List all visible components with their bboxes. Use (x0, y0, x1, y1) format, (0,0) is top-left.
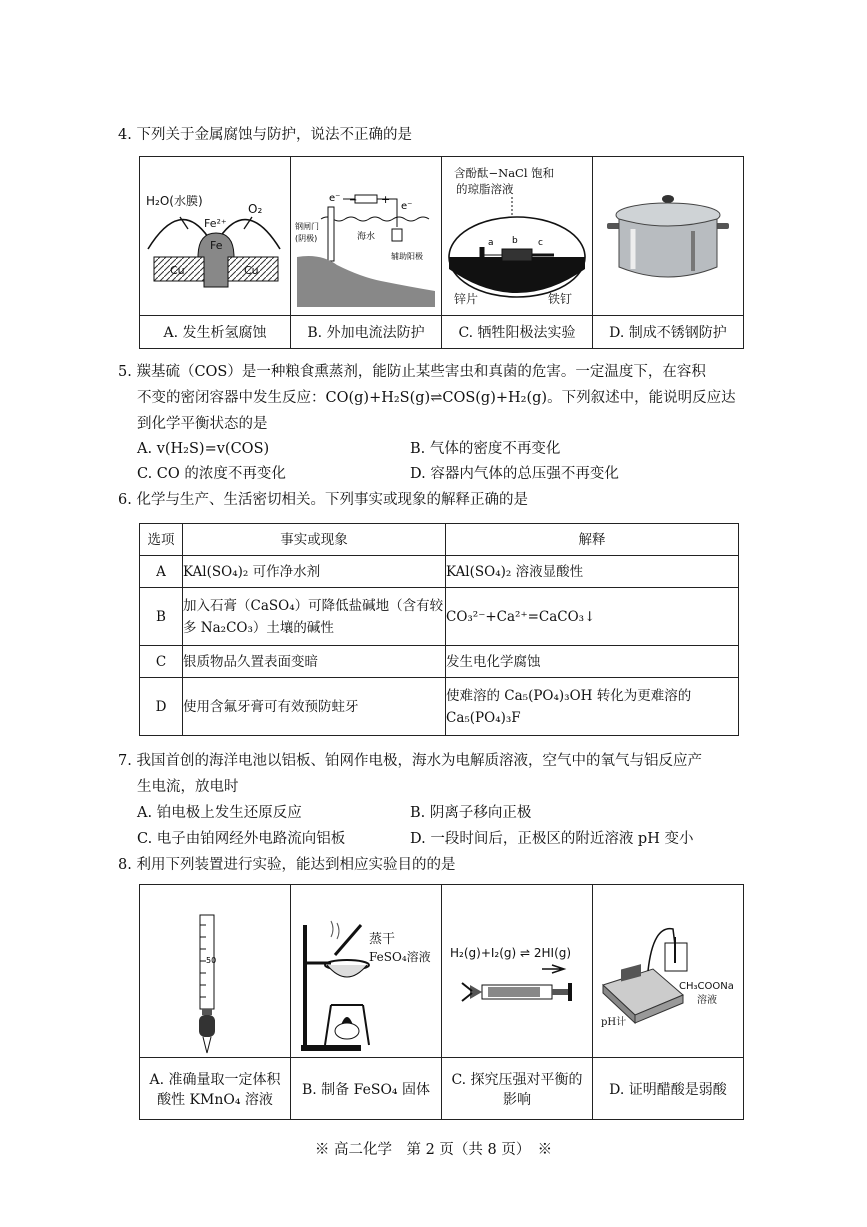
fig-a-h2o: H₂O(水膜) (146, 194, 203, 208)
fig-c-zinc: 锌片 (454, 292, 479, 306)
q5-line2: 不变的密闭容器中发生反应：CO(g)+H₂S(g)⇌COS(g)+H₂(g)。下列叙述中，能说明反应达 (137, 390, 736, 406)
syringe-icon (442, 885, 592, 1057)
q8-stem: 8. 利用下列装置进行实验，能达到相应实验目的的是 (118, 857, 456, 873)
q8-figure-table (139, 884, 744, 1120)
q8-fig-b (291, 885, 442, 1058)
q5-option-b: B. 气体的密度不再变化 (410, 441, 561, 457)
q4-stem: 4. 下列关于金属腐蚀与防护，说法不正确的是 (118, 127, 412, 143)
q8-option-c (442, 1058, 593, 1120)
fig-b-gate1: 钢闸门 (295, 222, 319, 231)
q5-line1: 5. 羰基硫（COS）是一种粮食熏蒸剂，能防止某些害虫和真菌的危害。一定温度下，在容积 (118, 364, 706, 380)
table-row (140, 556, 739, 588)
q6-header-option: 选项 (140, 524, 183, 556)
q7-line1: 7. 我国首创的海洋电池以铝板、铂网作电极，海水为电解质溶液，空气中的氧气与铝反应产 (118, 753, 702, 769)
q6-row-explanation: 发生电化学腐蚀 (446, 646, 739, 678)
q4-fig-c (442, 157, 593, 316)
fig-b-label2: FeSO₄溶液 (369, 950, 431, 964)
q4-option-a: A. 发生析氢腐蚀 (140, 316, 291, 349)
q6-row-option: A (140, 556, 183, 588)
page-footer: ※ 高二化学 第 2 页（共 8 页） ※ (314, 1142, 553, 1158)
ph-meter-icon (593, 885, 743, 1057)
q6-row-option: D (140, 678, 183, 736)
q8-option-c-line2: 影响 (503, 1091, 531, 1108)
stainless-pot-icon (593, 157, 743, 315)
q8-option-d-line1: D. 证明醋酸是弱酸 (609, 1081, 727, 1098)
q6-row-fact: 使用含氟牙膏可有效预防蛀牙 (183, 678, 446, 736)
fig-b-gate2: (阴极) (295, 234, 318, 243)
fig-a-fe: Fe (210, 239, 223, 252)
q5-option-c: C. CO 的浓度不再变化 (137, 466, 286, 482)
q4-option-c: C. 牺牲阳极法实验 (442, 316, 593, 349)
q5-option-a: A. v(H₂S)=v(COS) (137, 441, 270, 457)
fig-a-cu2: Cu (244, 264, 259, 277)
fig-b-minus: − (349, 195, 358, 206)
q7-option-c: C. 电子由铂网经外电路流向铝板 (137, 831, 346, 847)
q8-fig-a (140, 885, 291, 1058)
fig-b-aux: 辅助阳极 (391, 252, 423, 261)
q4-option-d: D. 制成不锈钢防护 (593, 316, 744, 349)
fig-c-c: c (538, 238, 543, 248)
q7-option-a: A. 铂电极上发生还原反应 (137, 805, 302, 821)
evaporation-apparatus-icon (291, 885, 441, 1057)
q4-fig-b (291, 157, 442, 316)
q8-option-a-line2: 酸性 KMnO₄ 溶液 (157, 1091, 273, 1108)
q6-row-explanation: CO₃²⁻+Ca²⁺=CaCO₃↓ (446, 588, 739, 646)
q6-row-option: B (140, 588, 183, 646)
fig-c-b: b (512, 236, 518, 246)
fig-c-eq: H₂(g)+I₂(g) ⇌ 2HI(g) (450, 946, 572, 960)
fig-d-label1: CH₃COONa (679, 981, 734, 992)
q5-option-d: D. 容器内气体的总压强不再变化 (410, 466, 619, 482)
q6-header-fact: 事实或现象 (183, 524, 446, 556)
fig-d-meter: pH计 (601, 1017, 627, 1028)
q4-option-b: B. 外加电流法防护 (291, 316, 442, 349)
q8-option-a (140, 1058, 291, 1120)
fig-c-t1: 含酚酞−NaCl 饱和 (454, 166, 555, 180)
q7-line2: 生电流，放电时 (137, 779, 239, 795)
q6-row-fact: 银质物品久置表面变暗 (183, 646, 446, 678)
fig-a-o2: O₂ (248, 202, 263, 216)
fig-c-a: a (488, 238, 494, 248)
fig-b-plus: + (381, 193, 391, 206)
q5-line3: 到化学平衡状态的是 (137, 416, 268, 432)
q6-row-option: C (140, 646, 183, 678)
q6-row-explanation: 使难溶的 Ca₅(PO₄)₃OH 转化为更难溶的 Ca₅(PO₄)₃F (446, 678, 739, 736)
q6-row-fact: 加入石膏（CaSO₄）可降低盐碱地（含有较多 Na₂CO₃）土壤的碱性 (183, 588, 446, 646)
table-row (140, 588, 739, 646)
fig-b-e2: e⁻ (401, 201, 413, 212)
q8-option-c-line1: C. 探究压强对平衡的 (451, 1071, 583, 1088)
q8-option-b-line1: B. 制备 FeSO₄ 固体 (301, 1081, 430, 1098)
q8-fig-c (442, 885, 593, 1058)
q6-row-explanation: KAl(SO₄)₂ 溶液显酸性 (446, 556, 739, 588)
q7-option-d: D. 一段时间后，正极区的附近溶液 pH 变小 (410, 831, 694, 847)
fig-c-nail: 铁钉 (548, 292, 573, 306)
q4-fig-d (593, 157, 744, 316)
fig-d-label2: 溶液 (697, 995, 717, 1006)
fig-a-cu1: Cu (170, 264, 185, 277)
q8-option-d (593, 1058, 744, 1120)
q7-option-b: B. 阴离子移向正极 (410, 805, 532, 821)
fig-b-sea: 海水 (357, 232, 376, 242)
fig-b-label1: 蒸干 (369, 932, 396, 947)
table-row (140, 678, 739, 736)
fig-a-mark: 50 (206, 956, 217, 965)
q6-header-explanation: 解释 (446, 524, 739, 556)
fig-c-t2: 的琼脂溶液 (456, 182, 514, 196)
q6-stem: 6. 化学与生产、生活密切相关。下列事实或现象的解释正确的是 (118, 492, 528, 508)
q8-fig-d (593, 885, 744, 1058)
table-row (140, 646, 739, 678)
fig-a-fe2: Fe²⁺ (204, 217, 227, 230)
q8-option-b (291, 1058, 442, 1120)
q8-option-a-line1: A. 准确量取一定体积 (149, 1071, 281, 1088)
q6-row-fact: KAl(SO₄)₂ 可作净水剂 (183, 556, 446, 588)
q4-figure-table (139, 156, 744, 349)
q4-fig-a (140, 157, 291, 316)
q6-table (139, 523, 739, 736)
fig-b-e1: e⁻ (329, 193, 341, 204)
burette-icon (140, 885, 290, 1057)
